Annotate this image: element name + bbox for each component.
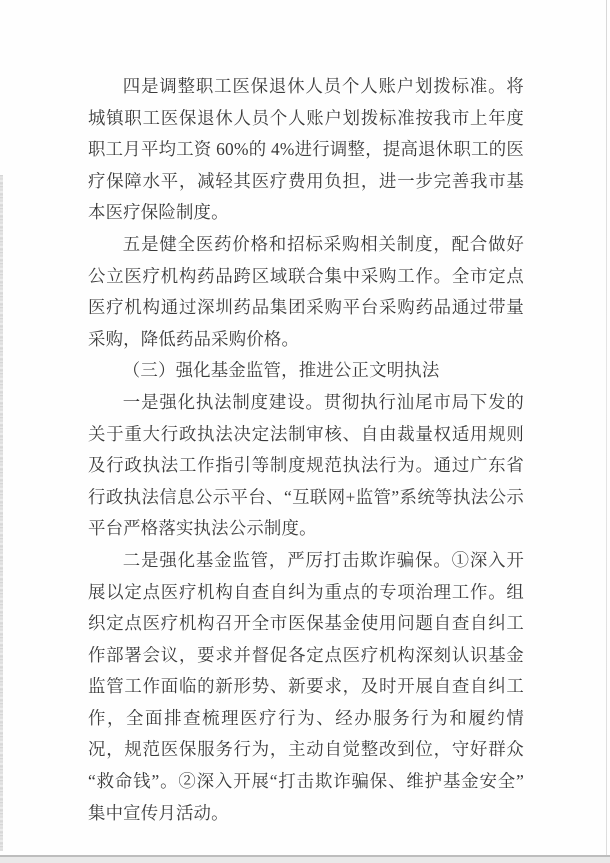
section-heading-three: （三）强化基金监管，推进公正文明执法 (122, 360, 440, 381)
paragraph-item-two: 二是强化基金监管，严厉打击欺诈骗保。①深入开展以定点医疗机构自查自纠为重点的专项治理工作。组织定点医疗机构召开全市医保基金使用问题自查自纠工作部署会议，要求并督促各定点医疗机构深刻认识基金监管工作面临的新形势、新要求，及时开展自查自纠工作，全面排查梳理医疗行为、经办服务行为和履约情况，规范医保服务行为，主动自觉整改到位，守好群众“救命钱”。②深入开展“打击欺诈骗保、维护基金安全”集中宣传月活动。 (88, 549, 524, 823)
paragraph-item-five: 五是健全医药价格和招标采购相关制度，配合做好公立医疗机构药品跨区域联合集中采购工作。全市定点医疗机构通过深圳药品集团采购平台采购药品通过带量采购，降低药品采购价格。 (88, 233, 524, 349)
scan-right-edge-artifact (606, 0, 607, 856)
document-text-column (88, 71, 524, 829)
paragraph-item-one: 一是强化执法制度建设。贯彻执行汕尾市局下发的关于重大行政执法决定法制审核、自由裁量权适用规则及行政执法工作指引等制度规范执法行为。通过广东省行政执法信息公示平台、“互联网+监管”系统等执法公示平台严格落实执法公示制度。 (88, 391, 524, 539)
scan-left-edge-artifact (0, 175, 3, 851)
paragraph-item-four: 四是调整职工医保退休人员个人账户划拨标准。将城镇职工医保退休人员个人账户划拨标准按我市上年度职工月平均工资 60%的 4%进行调整，提高退休职工的医疗保障水平，减轻其医疗费用负担，进一步完善我市基本医疗保险制度。 (88, 76, 524, 223)
scan-bottom-edge-band (0, 857, 610, 863)
